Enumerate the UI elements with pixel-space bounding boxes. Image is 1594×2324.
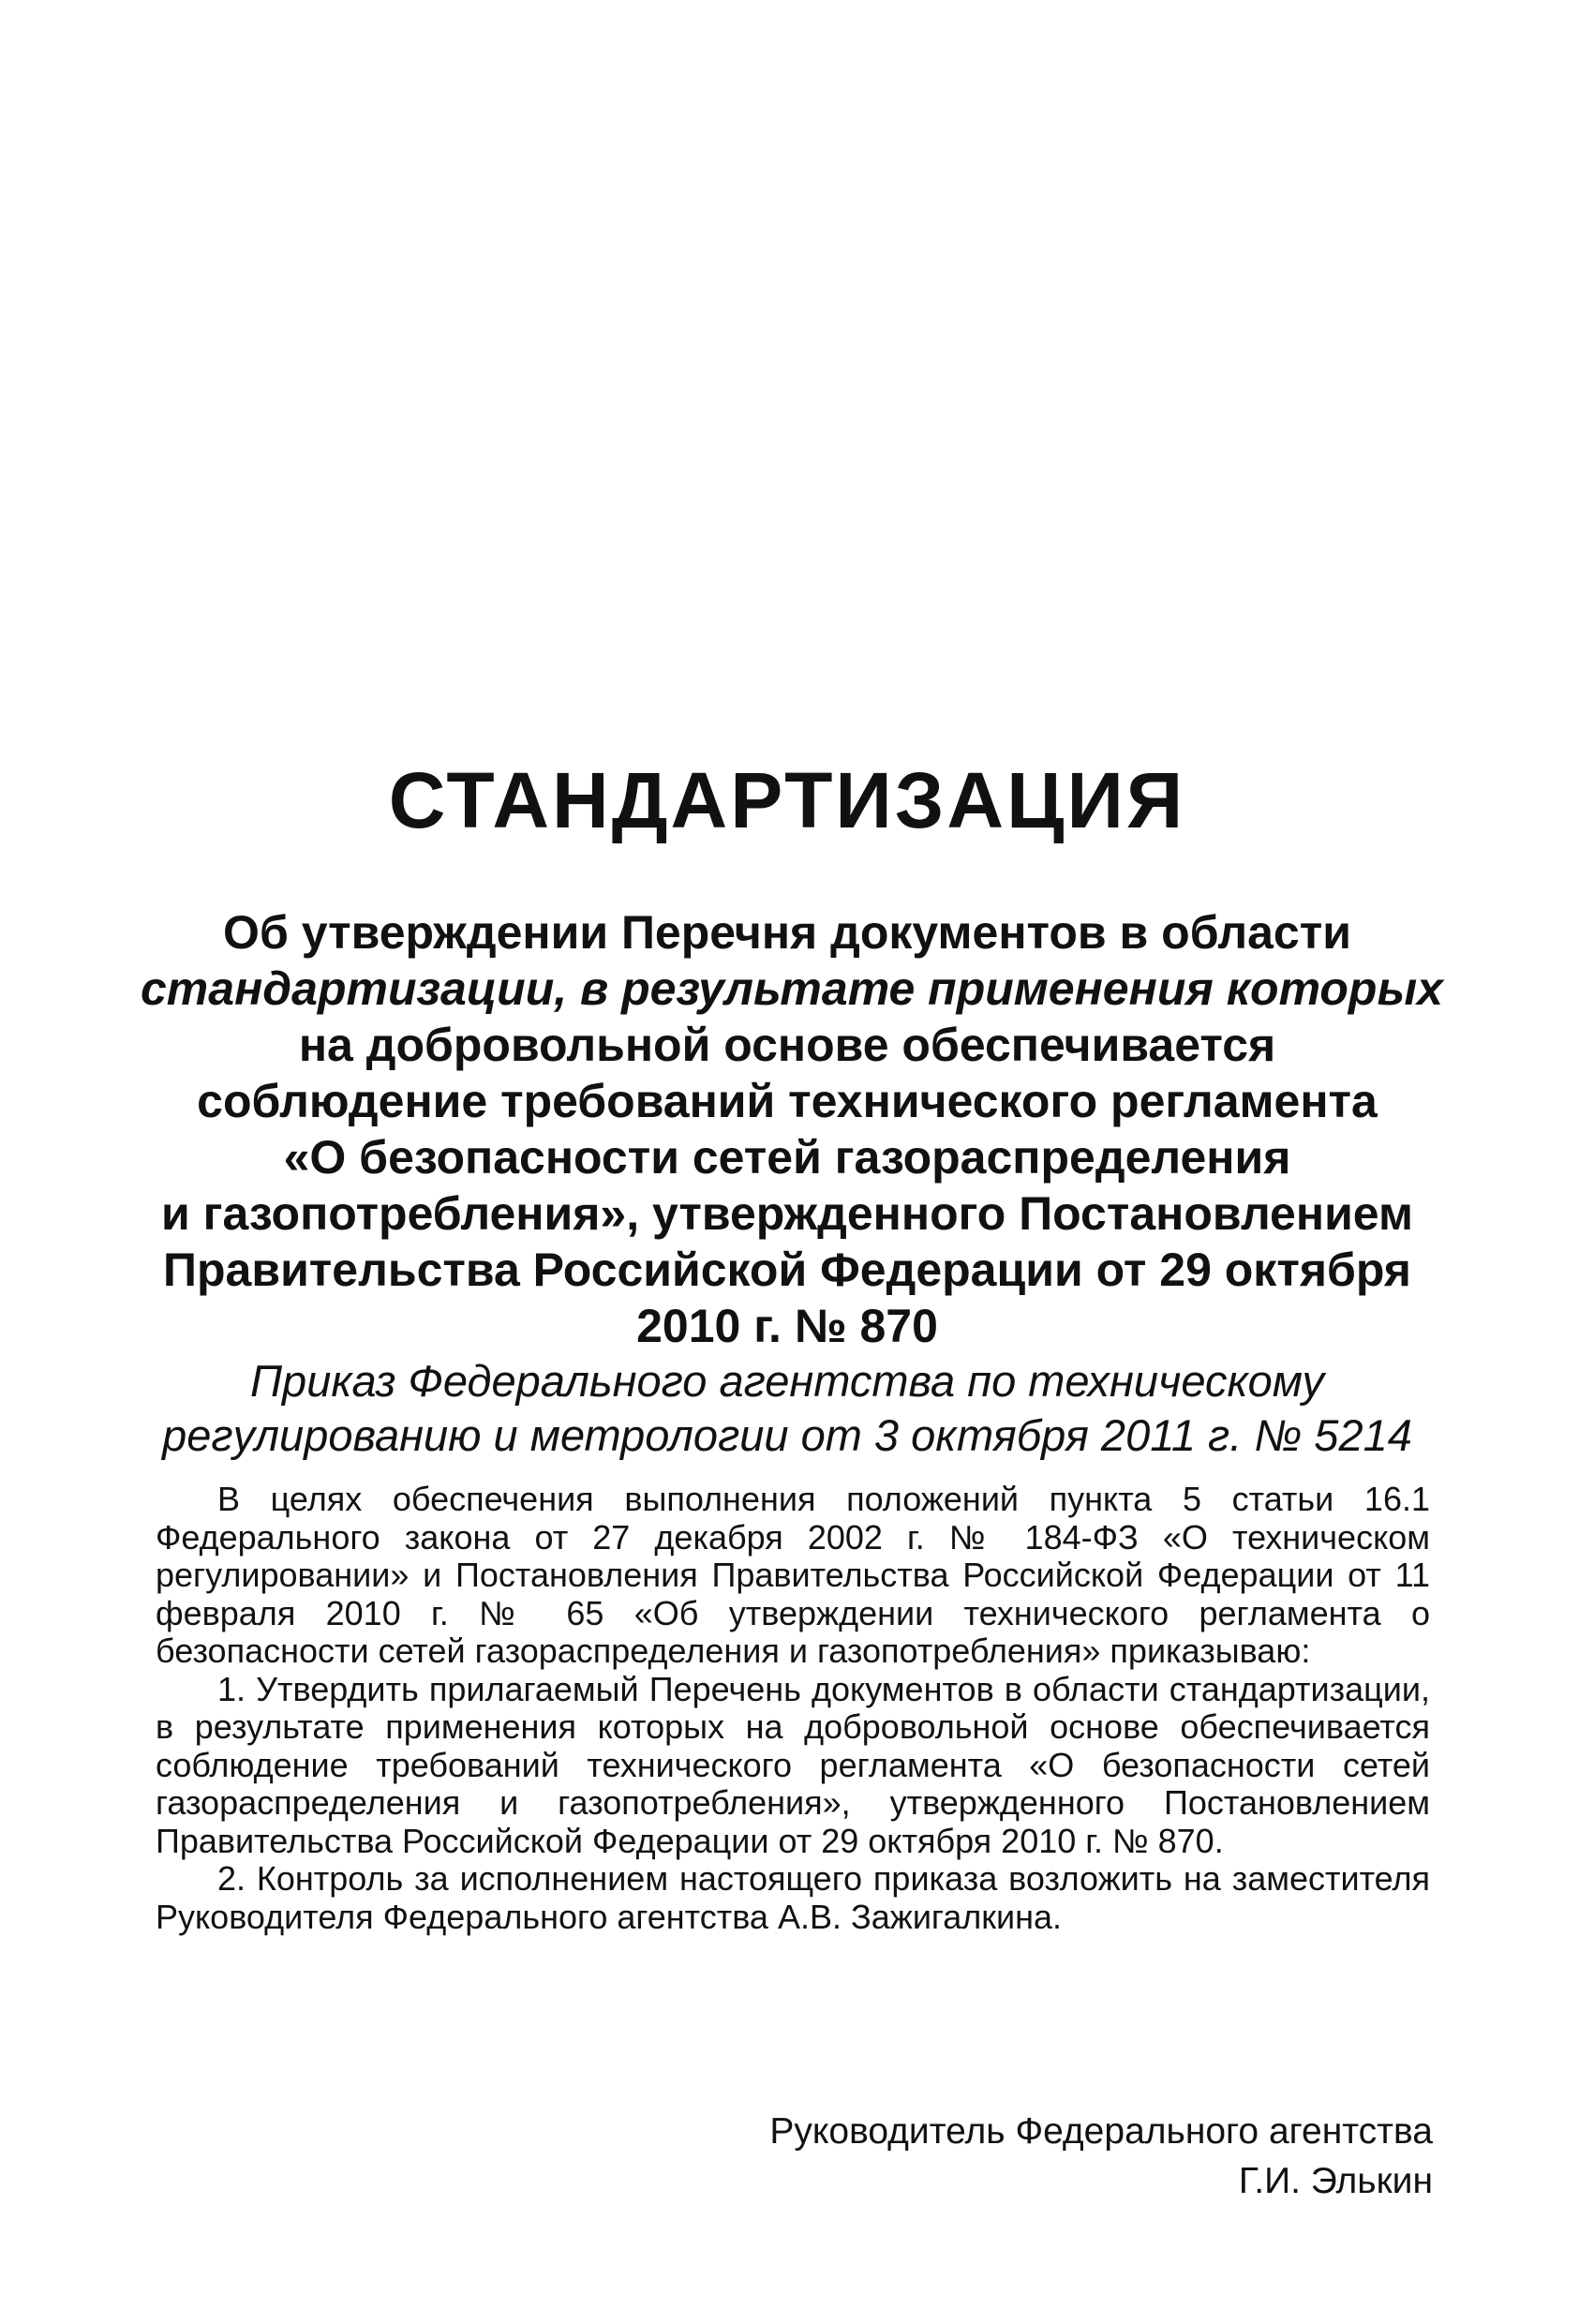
signature-block <box>769 2107 1433 2206</box>
title-line: 2010 г. № 870 <box>636 1300 938 1352</box>
signatory-position: Руководитель Федерального агентства <box>769 2111 1433 2152</box>
document-title <box>141 904 1443 1354</box>
title-line: на добровольной основе обеспечивается <box>298 1019 1276 1071</box>
order-reference-line: регулированию и метрологии от 3 октября 2011 г. № 5214 <box>162 1410 1412 1460</box>
order-reference <box>141 1354 1434 1463</box>
title-line: и газопотребления», утвержденного Постановлением <box>161 1187 1413 1240</box>
section-heading: СТАНДАРТИЗАЦИЯ <box>388 756 1186 844</box>
preamble-paragraph: В целях обеспечения выполнения положений пункта 5 статьи 16.1 Федерального закона от 27 декабря 2002 г. № 184-ФЗ «О техническом регулировании» и Постановления Правительства Российской Федерации от 11 февраля 2010 г. № 65 «Об утверждении технического регламента о безопасности сетей газораспределения и газопотребления» приказываю: <box>156 1480 1430 1670</box>
title-line: Об утверждении Перечня документов в области <box>223 906 1351 959</box>
title-line: стандартизации, в результате применения которых <box>141 962 1443 1015</box>
clause-2-paragraph: 2. Контроль за исполнением настоящего приказа возложить на заместителя Руководителя Федерального агентства А.В. Зажигалкина. <box>156 1859 1430 1936</box>
order-reference-line: Приказ Федерального агентства по техническому <box>250 1356 1324 1406</box>
order-body <box>156 1481 1430 1936</box>
title-line: «О безопасности сетей газораспределения <box>283 1131 1291 1184</box>
signatory-name: Г.И. Элькин <box>1238 2161 1433 2201</box>
clause-1-paragraph: 1. Утвердить прилагаемый Перечень документов в области стандартизации, в результате применения которых на добровольной основе обеспечивается соблюдение требований технического регламента «О безопасности сетей газораспределения и газопотребления», утвержденного Постановлением Правительства Российской Федерации от 29 октября 2010 г. № 870. <box>156 1669 1430 1860</box>
title-line: соблюдение требований технического регламента <box>197 1075 1378 1127</box>
title-line: Правительства Российской Федерации от 29 октября <box>163 1244 1411 1296</box>
